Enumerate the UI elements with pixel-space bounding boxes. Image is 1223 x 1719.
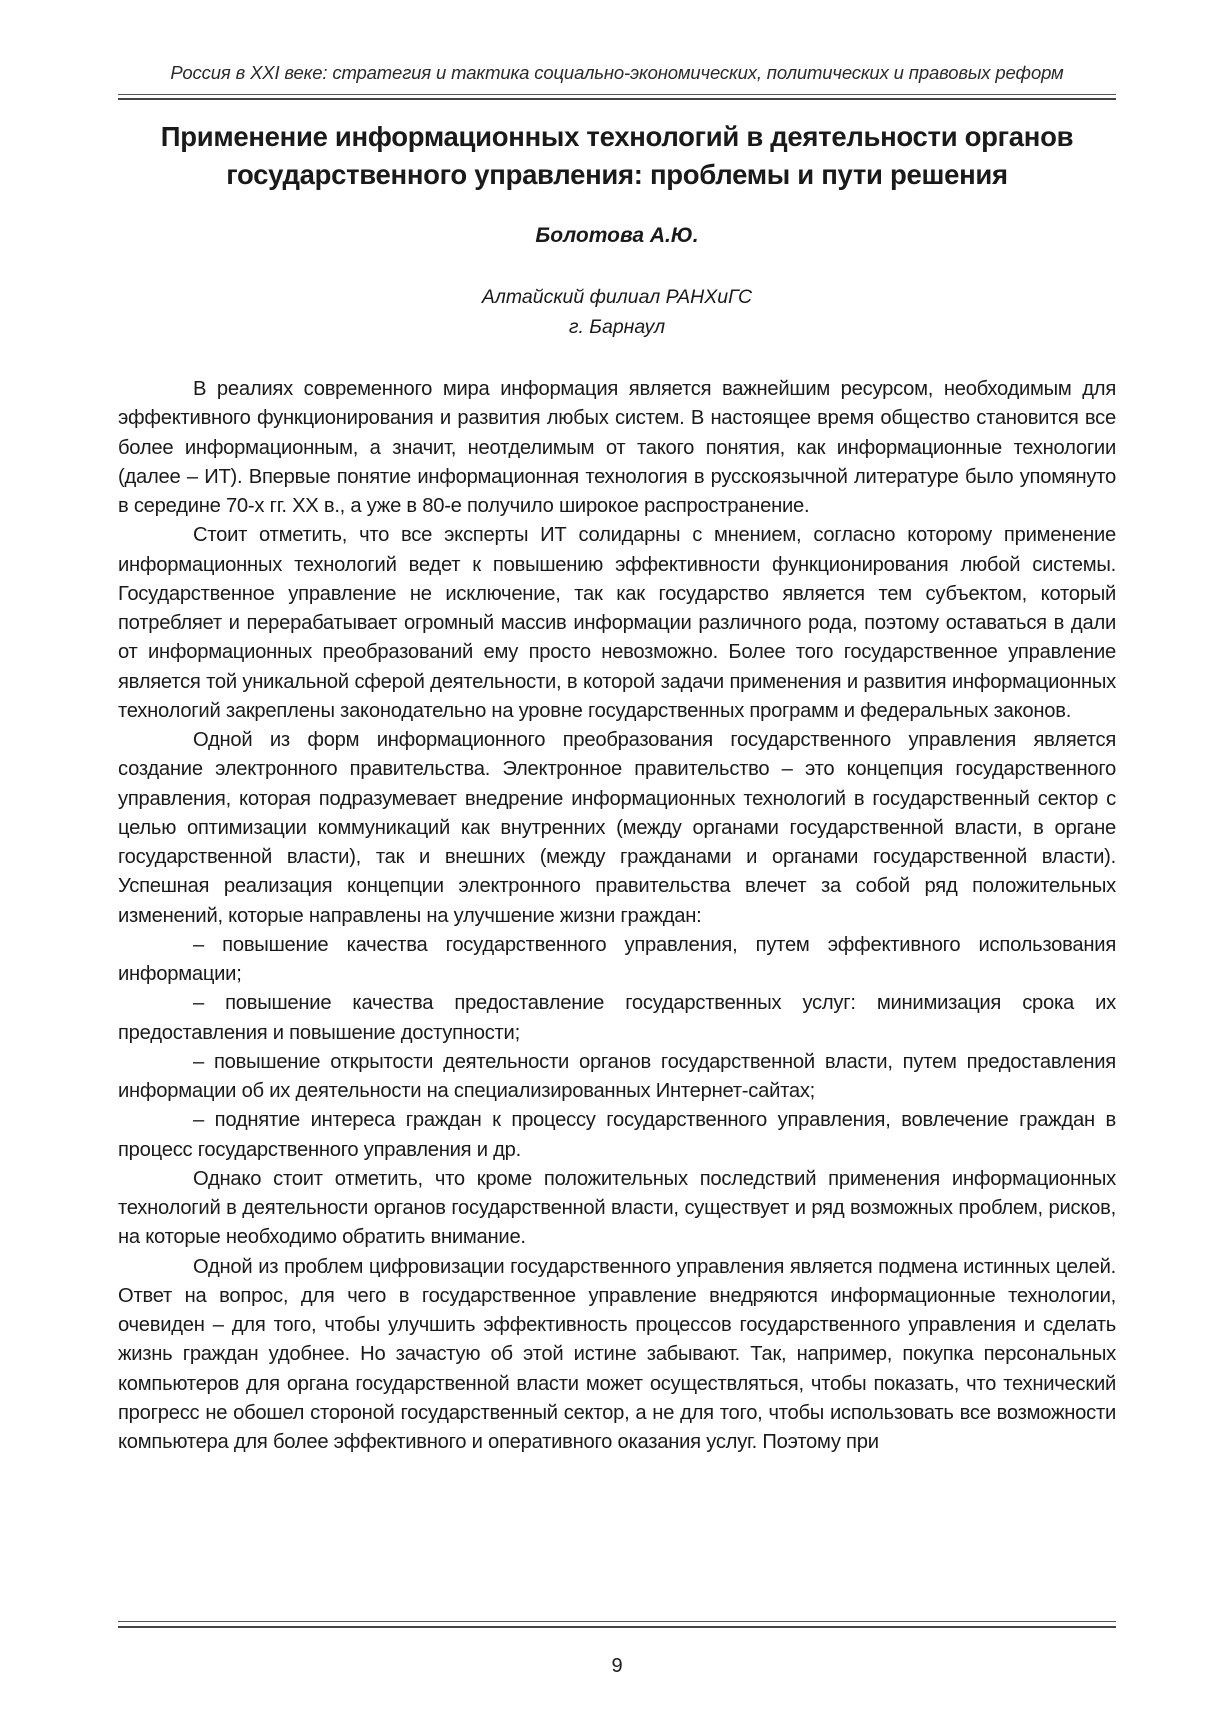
affiliation-city: г. Барнаул: [568, 316, 666, 338]
footer-rule-thin: [118, 1621, 1116, 1622]
footer-rule-thick: [118, 1626, 1116, 1628]
list-item: – повышение открытости деятельности органов государственной власти, путем предоставления информации об их деятельности на специализированных Интернет-сайтах;: [118, 1050, 1116, 1102]
body-paragraph: В реалиях современного мира информация является важнейшим ресурсом, необходимым для эффективного функционирования и развития любых систем. В настоящее время общество становится все более информационным, а значит, неотделимым от такого понятия, как информационные технологии (далее – ИТ). Впервые понятие информационная технология в русскоязычной литературе было упомянуто в середине 70-х гг. XX в., а уже в 80-е получило широкое распространение.: [118, 378, 1116, 517]
running-header: Россия в XXI веке: стратегия и тактика социально-экономических, политических и правовых реформ: [170, 62, 1064, 83]
article-title-line-2: государственного управления: проблемы и пути решения: [226, 159, 1008, 190]
body-paragraph: Одной из проблем цифровизации государственного управления является подмена истинных целей. Ответ на вопрос, для чего в государственное управление внедряются информационные технологии, очевиден – для того, чтобы улучшить эффективность процессов государственного управления и сделать жизнь граждан удобнее. Но зачастую об этой истине забывают. Так, например, покупка персональных компьютеров для органа государственной власти может осуществляться, чтобы показать, что технический прогресс не обошел стороной государственный сектор, а не для того, чтобы использовать все возможности компьютера для более эффективного и оперативного оказания услуг. Поэтому при: [118, 1255, 1116, 1453]
header-rule-thick: [118, 98, 1116, 100]
body-paragraph: Однако стоит отметить, что кроме положительных последствий применения информационных технологий в деятельности органов государственной власти, существует и ряд возможных проблем, рисков, на которые необходимо обратить внимание.: [118, 1167, 1116, 1249]
article-author: Болотова А.Ю.: [535, 224, 699, 247]
article-title-line-1: Применение информационных технологий в деятельности органов: [160, 121, 1074, 152]
article-affiliation: [118, 282, 1116, 342]
list-item: – повышение качества государственного управления, путем эффективного использования информации;: [118, 933, 1116, 985]
list-item: – повышение качества предоставление государственных услуг: минимизация срока их предоставления и повышение доступности;: [118, 992, 1116, 1044]
body-paragraph: Стоит отметить, что все эксперты ИТ солидарны с мнением, согласно которому применение информационных технологий ведет к повышению эффективности функционирования любой системы. Государственное управление не исключение, так как государство является тем субъектом, который потребляет и перерабатывает огромный массив информации различного рода, поэтому оставаться в дали от информационных преобразований ему просто невозможно. Более того государственное управление является той уникальной сферой деятельности, в которой задачи применения и развития информационных технологий закреплены законодательно на уровне государственных программ и федеральных законов.: [118, 524, 1116, 722]
affiliation-organization: Алтайский филиал РАНХиГС: [481, 286, 753, 308]
article-title: [118, 118, 1116, 194]
body-paragraph: Одной из форм информационного преобразования государственного управления является создание электронного правительства. Электронное правительство – это концепция государственного управления, которая подразумевает внедрение информационных технологий в государственный сектор с целью оптимизации коммуникаций как внутренних (между органами государственной власти, в органе государственной власти), так и внешних (между гражданами и органами государственной власти). Успешная реализация концепции электронного правительства влечет за собой ряд положительных изменений, которые направлены на улучшение жизни граждан:: [118, 729, 1116, 927]
article-body: [118, 375, 1116, 1457]
header-rule-thin: [118, 94, 1116, 95]
list-item: – поднятие интереса граждан к процессу государственного управления, вовлечение граждан в процесс государственного управления и др.: [118, 1109, 1116, 1161]
page-number: 9: [611, 1655, 623, 1677]
